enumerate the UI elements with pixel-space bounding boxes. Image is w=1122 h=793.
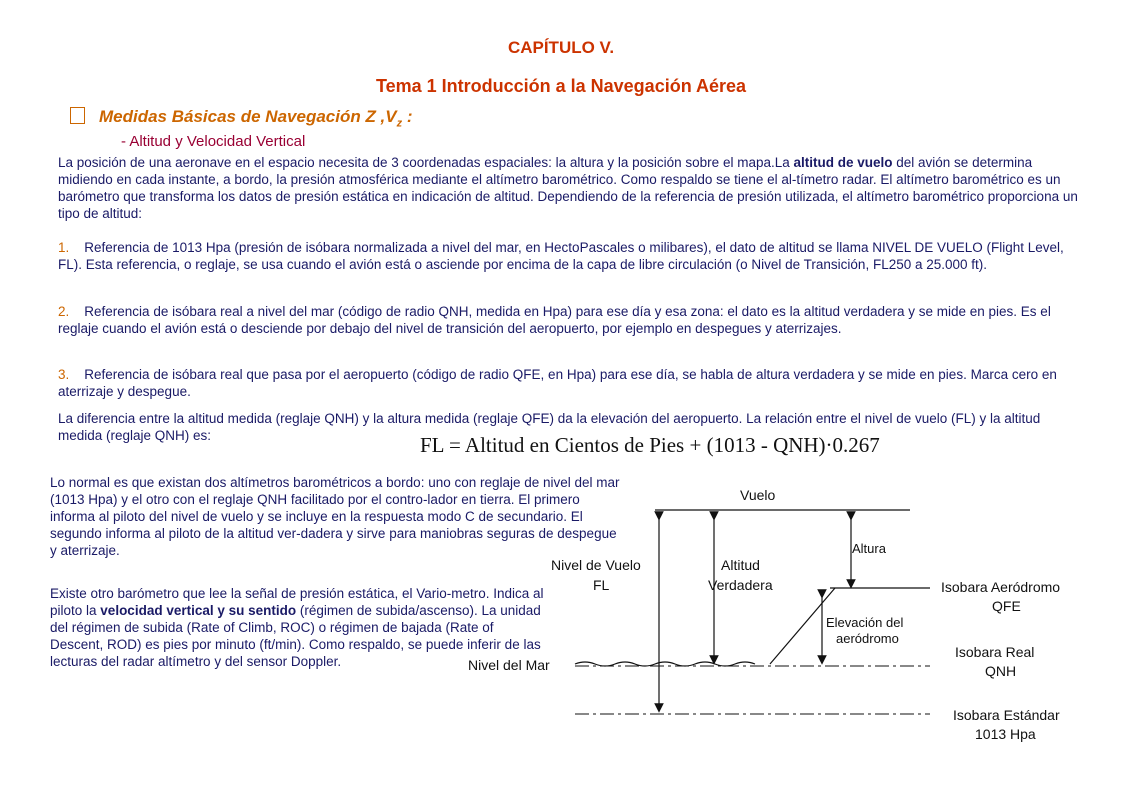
diagram-label-std-1: Isobara Estándar	[953, 707, 1060, 723]
variometer-text-1: Existe otro barómetro que lee la señal de presión estática, el Vario-metro. Indica al piloto la	[50, 586, 544, 618]
list-item-number: 2.	[58, 304, 70, 319]
chapter-title: CAPÍTULO V.	[507, 38, 615, 57]
altimeters-paragraph: Lo normal es que existan dos altímetros barométricos a bordo: uno con reglaje de nivel del mar (1013 Hpa) y el otro con el reglaje QNH facilitado por el contro-lador en tierra. El primero informa al piloto del nivel de vuelo y se incluye en la respuesta modo C de secundario. El segundo informa al piloto de la altitud ver-dadera y sirve para maniobras seguras de despegue y aterrizaje.	[50, 475, 620, 558]
diagram-label-fl: FL	[593, 577, 610, 593]
diagram-label-altitud: Altitud	[721, 557, 760, 573]
diagram-label-qnh-2: QNH	[985, 663, 1017, 679]
sea-level-line	[575, 662, 755, 666]
diagram-label-elevacion: Elevación del	[826, 615, 904, 630]
intro-bold: altitud de vuelo	[793, 155, 893, 170]
subsection-heading: - Altitud y Velocidad Vertical	[121, 133, 306, 150]
flight-level-formula: FL = Altitud en Cientos de Pies + (1013 - QNH)·0.267	[420, 433, 880, 457]
section-heading-tail: :	[402, 107, 413, 126]
list-item-text: Referencia de isóbara real a nivel del mar (código de radio QNH, medida en Hpa) para ese día y esa zona: el dato es la altitud verdadera y se mide en pies. Es el reglaje cuando el avión está o desciende por debajo del nivel de transición del aeropuerto, por ejemplo en despegues y aterrizajes.	[58, 304, 1051, 336]
diagram-label-std-2: 1013 Hpa	[975, 726, 1036, 742]
diagram-label-qnh-1: Isobara Real	[955, 644, 1035, 660]
difference-paragraph: La diferencia entre la altitud medida (reglaje QNH) y la altura medida (reglaje QFE) da la elevación del aeropuerto. La relación entre el nivel de vuelo (FL) y la altitud medida (reglaje QNH) es:	[58, 411, 1041, 443]
topic-title: Tema 1 Introducción a la Navegación Aérea	[375, 76, 747, 96]
variometer-bold: velocidad vertical y su sentido	[100, 603, 297, 618]
diagram-label-verdadera: Verdadera	[708, 577, 773, 593]
list-item-number: 1.	[58, 240, 70, 255]
diagram-label-nivel-mar: Nivel del Mar	[468, 657, 550, 673]
section-heading-subscript: z	[396, 117, 403, 130]
intro-text-2: del avión se determina midiendo en cada instante, a bordo, la presión atmosférica mediante el altímetro barométrico. Como respaldo se tiene el al-tímetro radar. El altímetro barométrico es un barómetro que transforma los datos de presión estática en indicación de altitud. Dependiendo de la referencia de presión utilizada, el altímetro barométrico proporciona un tipo de altitud:	[58, 155, 1078, 221]
list-item-text: Referencia de 1013 Hpa (presión de isóbara normalizada a nivel del mar, en HectoPascales o milibares), el dato de altitud se llama NIVEL DE VUELO (Flight Level, FL). Esta referencia, o reglaje, se usa cuando el avión está o asciende por encima de la capa de libre circulación (o Nivel de Transición, FL250 a 25.000 ft).	[58, 240, 1064, 272]
section-heading-text: Medidas Básicas de Navegación Z ,V	[99, 107, 397, 126]
diagram-label-vuelo: Vuelo	[740, 487, 776, 503]
list-item-number: 3.	[58, 367, 70, 382]
intro-text-1: La posición de una aeronave en el espacio necesita de 3 coordenadas espaciales: la altura y la posición sobre el mapa.La	[58, 155, 794, 170]
diagram-label-altura: Altura	[852, 541, 886, 556]
list-item-text: Referencia de isóbara real que pasa por el aeropuerto (código de radio QFE, en Hpa) para ese día, se habla de altura verdadera y se mide en pies. Marca cero en aterrizaje y despegue.	[58, 367, 1057, 399]
variometer-text-2: (régimen de subida/ascenso). La unidad del régimen de subida (Rate of Climb, ROC) o régimen de bajada (Rate of Descent, ROD) es pies por minuto (ft/min). Como respaldo, se puede inferir de las lecturas del radar altímetro y del sensor Doppler.	[50, 603, 541, 669]
diagram-label-nivel-vuelo: Nivel de Vuelo	[551, 557, 641, 573]
diagram-label-qfe-1: Isobara Aeródromo	[941, 579, 1061, 595]
diagram-label-aerodromo: aeródromo	[836, 631, 899, 646]
diagram-label-qfe-2: QFE	[992, 598, 1021, 614]
